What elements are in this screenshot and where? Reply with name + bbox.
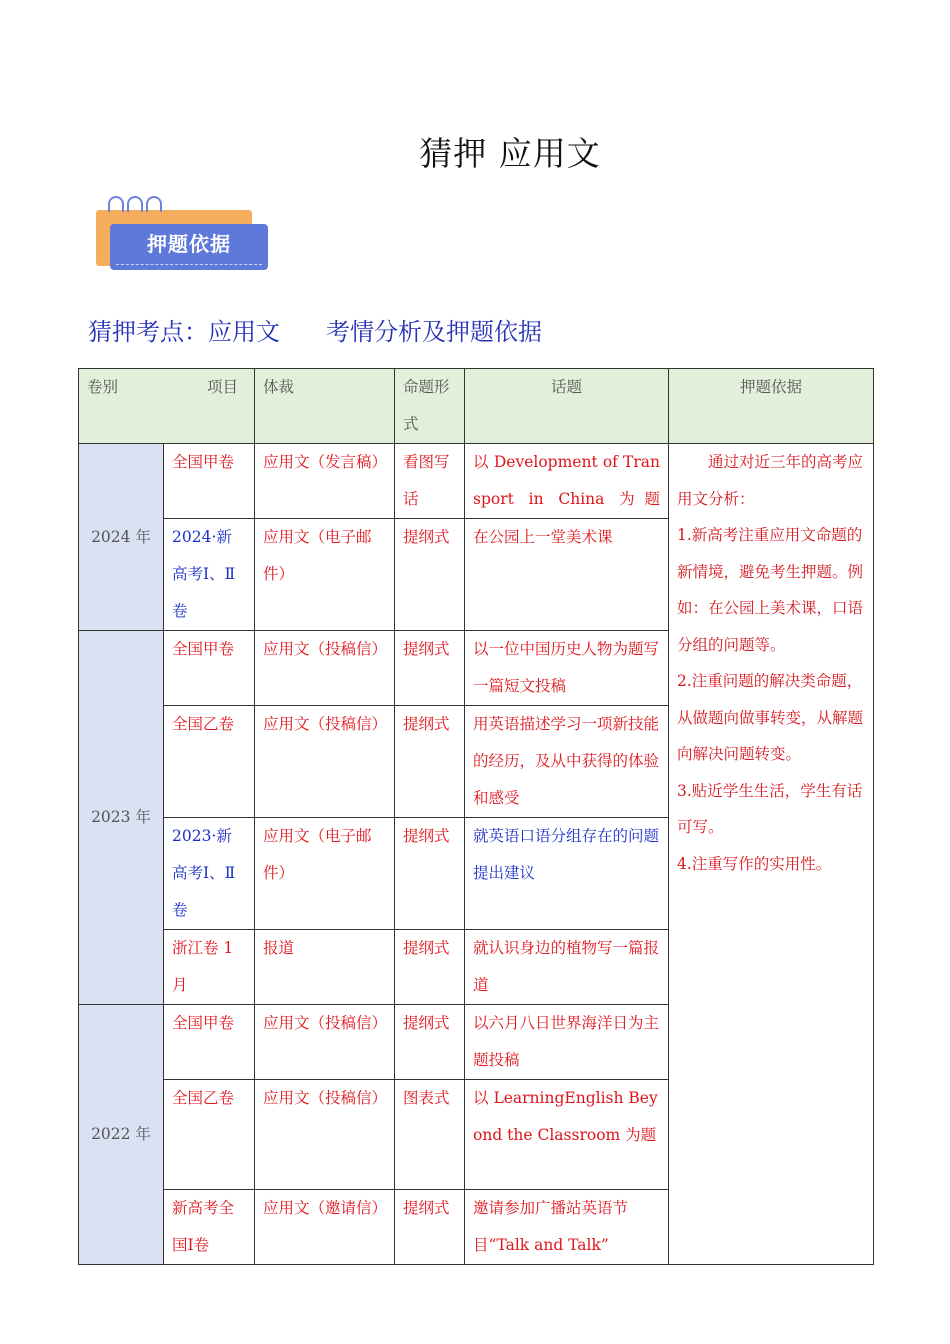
form-cell: 提纲式 [395, 1005, 465, 1080]
topic-cell: 用英语描述学习一项新技能的经历，及从中获得的体验和感受 [465, 706, 669, 818]
topic-cell: 以 LearningEnglish Beyond the Classroom 为题 [465, 1080, 669, 1190]
header-juanbie: 卷别 [87, 378, 119, 396]
subtitle-left: 猜押考点：应用文 [88, 318, 280, 346]
genre-cell: 应用文（电子邮件） [255, 519, 395, 631]
form-cell: 提纲式 [395, 631, 465, 706]
table-row [79, 444, 874, 519]
paper-cell: 全国甲卷 [164, 1005, 255, 1080]
header-ticai: 体裁 [255, 369, 395, 444]
topic-cell: 在公园上一堂美术课 [465, 519, 669, 631]
year-cell: 2022 年 [79, 1005, 164, 1265]
header-yiju: 押题依据 [669, 369, 874, 444]
year-cell: 2024 年 [79, 444, 164, 631]
header-mingti: 命题形式 [395, 369, 465, 444]
form-cell: 提纲式 [395, 930, 465, 1005]
page-title: 猜押 应用文 [419, 134, 601, 173]
basis-point-2: 2.注重问题的解决类命题，从做题向做事转变，从解题向解决问题转变。 [677, 672, 864, 763]
paper-cell: 2024·新高考Ⅰ、Ⅱ卷 [164, 519, 255, 631]
form-cell: 图表式 [395, 1080, 465, 1190]
section-badge [96, 196, 271, 282]
genre-cell: 应用文（投稿信） [255, 706, 395, 818]
form-cell: 提纲式 [395, 1190, 465, 1265]
table-header-row [79, 369, 874, 444]
paper-cell: 2023·新高考Ⅰ、Ⅱ卷 [164, 818, 255, 930]
form-cell: 提纲式 [395, 818, 465, 930]
year-cell: 2023 年 [79, 631, 164, 1005]
binder-rings-icon [108, 196, 165, 218]
paper-cell: 新高考全国Ⅰ卷 [164, 1190, 255, 1265]
genre-cell: 应用文（电子邮件） [255, 818, 395, 930]
genre-cell: 应用文（投稿信） [255, 1005, 395, 1080]
topic-cell: 就英语口语分组存在的问题提出建议 [465, 818, 669, 930]
basis-cell [669, 444, 874, 1265]
topic-cell: 就认识身边的植物写一篇报道 [465, 930, 669, 1005]
paper-cell: 全国乙卷 [164, 706, 255, 818]
genre-cell: 报道 [255, 930, 395, 1005]
genre-cell: 应用文（投稿信） [255, 631, 395, 706]
paper-cell: 全国甲卷 [164, 444, 255, 519]
paper-cell: 浙江卷 1 月 [164, 930, 255, 1005]
form-cell: 看图写话 [395, 444, 465, 519]
header-huati: 话题 [465, 369, 669, 444]
form-cell: 提纲式 [395, 519, 465, 631]
basis-intro: 通过对近三年的高考应用文分析： [677, 453, 864, 508]
genre-cell: 应用文（邀请信） [255, 1190, 395, 1265]
badge-label: 押题依据 [110, 224, 268, 270]
paper-cell: 全国甲卷 [164, 631, 255, 706]
basis-point-3: 3.贴近学生生活，学生有话可写。 [677, 781, 863, 836]
genre-cell: 应用文（发言稿） [255, 444, 395, 519]
genre-cell: 应用文（投稿信） [255, 1080, 395, 1190]
topic-cell: 以一位中国历史人物为题写一篇短文投稿 [465, 631, 669, 706]
section-subtitle [88, 312, 542, 347]
form-cell: 提纲式 [395, 706, 465, 818]
topic-cell: 邀请参加广播站英语节目“Talk and Talk” [465, 1190, 669, 1265]
basis-point-4: 4.注重写作的实用性。 [677, 854, 832, 873]
header-xiangmu: 项目 [207, 378, 239, 396]
header-juanbie-xiangmu [79, 369, 255, 444]
topic-cell: 以六月八日世界海洋日为主题投稿 [465, 1005, 669, 1080]
basis-point-1: 1.新高考注重应用文命题的新情境，避免考生押题。例如：在公园上美术课，口语分组的问题等。 [677, 526, 864, 654]
analysis-table [78, 368, 874, 1265]
subtitle-right: 考情分析及押题依据 [326, 318, 542, 346]
paper-cell: 全国乙卷 [164, 1080, 255, 1190]
topic-cell: 以 Development of Transport in China 为题 [465, 444, 669, 519]
